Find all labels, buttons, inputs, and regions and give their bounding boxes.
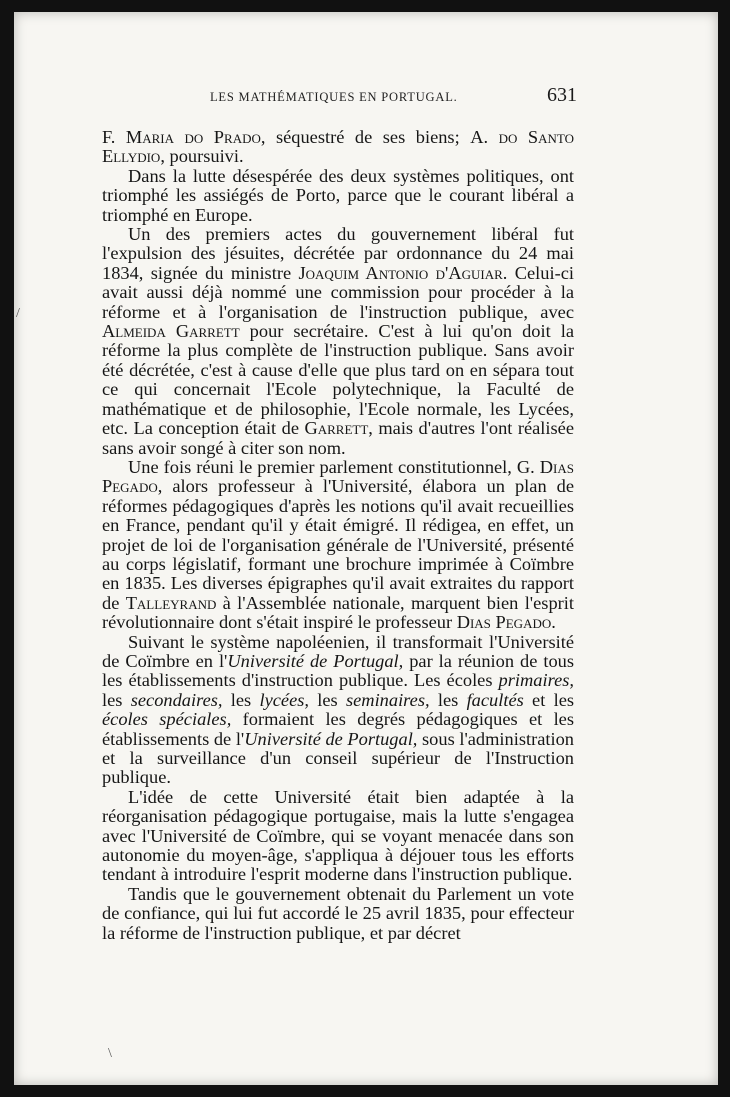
- italic-term: Université de Portugal,: [244, 728, 418, 749]
- italic-term: facultés: [466, 689, 524, 710]
- italic-term: écoles spéciales,: [102, 709, 232, 730]
- page-header: [14, 84, 718, 112]
- paragraph: Tandis que le gouvernement obtenait du Parlement un vote de confiance, qui lui fut accordé le 25 avril 1835, pour effecteur la réforme de l'instruction publique, et par décret: [102, 883, 574, 943]
- person-name: Dias Pegado: [102, 456, 574, 497]
- person-name: Almeida Garrett: [102, 321, 240, 342]
- margin-mark-bottom: \: [108, 1046, 112, 1061]
- paragraph: Dans la lutte désespérée des deux systèmes politiques, ont triomphé les assiégés de Porto, parce que le courant libéral a triomphé en Europe.: [102, 165, 574, 225]
- person-name: Talleyrand: [125, 592, 217, 613]
- book-page: [14, 12, 718, 1085]
- person-name: Joaquim Antonio d'Aguiar: [298, 262, 503, 283]
- paragraph: Suivant le système napoléenien, il transformait l'Université de Coïmbre en l'Université de Portugal, par la réunion de tous les établissements d'instruction publique. Les écoles primaires, les secondaires, les lycées, les seminaires, les facultés et les écoles spéciales, formaient les degrés pédagogiques et les établissements de l'Université de Portugal, sous l'administration et la surveillance d'un conseil supérieur de l'Instruction publique.: [102, 631, 575, 788]
- italic-term: secondaires,: [130, 689, 223, 710]
- person-name: A. do Santo Ellydio: [102, 127, 574, 167]
- paragraph: Une fois réuni le premier parlement constitutionnel, G. Dias Pegado, alors professeur à l'Université, élabora un plan de réformes pédagogiques d'après les notions qu'il avait recueillies en France, pendant qu'il y était émigré. Il rédigea, en effet, un projet de loi de l'organisation générale de l'Université, présenté au corps législatif, formant une brochure imprimée à Coïmbre en 1835. Les diverses épigraphes qu'il avait extraites du rapport de Talleyrand à l'Assemblée nationale, marquent bien l'esprit révolutionnaire dont s'était inspiré le professeur Dias Pegado.: [102, 456, 574, 633]
- person-name: F. Maria do Prado: [102, 127, 261, 147]
- page-number: 631: [547, 84, 577, 106]
- running-title: LES MATHÉMATIQUES EN PORTUGAL.: [210, 90, 458, 104]
- paragraph: F. Maria do Prado, séquestré de ses biens; A. do Santo Ellydio, poursuivi.: [102, 127, 574, 167]
- margin-mark: /: [16, 306, 20, 321]
- italic-term: Université de Portugal,: [227, 650, 404, 671]
- person-name: Garrett: [304, 418, 369, 439]
- person-name: Dias Pegado: [456, 612, 552, 633]
- paragraph: L'idée de cette Université était bien adaptée à la réorganisation pédagogique portugaise, mais la lutte s'engagea avec l'Université de Coïmbre, qui se voyant menacée dans son autonomie du moyen-âge, s'appliqua à déjouer tous les efforts tendant à introduire l'esprit moderne dans l'instruction publique.: [102, 786, 574, 885]
- paragraph: Un des premiers actes du gouvernement libéral fut l'expulsion des jésuites, décrétée par ordonnance du 24 mai 1834, signée du ministre Joaquim Antonio d'Aguiar. Celui-ci avait aussi déjà nommé une commission pour procéder à la réforme et à l'organisation de l'instruction publique, avec Almeida Garrett pour secrétaire. C'est à lui qu'on doit la réforme la plus complète de l'instruction publique. Sans avoir été décrétée, c'est à cause d'elle que plus tard on en sépara tout ce qui concernait l'Ecole polytechnique, la Faculté de mathématique et de philosophie, l'Ecole normale, les Lycées, etc. La conception était de Garrett, mais d'autres l'ont réalisée sans avoir songé à citer son nom.: [102, 224, 574, 458]
- italic-term: seminaires,: [345, 689, 430, 710]
- body-text: [102, 128, 574, 943]
- italic-term: lycées,: [259, 689, 309, 710]
- italic-term: primaires,: [498, 670, 574, 691]
